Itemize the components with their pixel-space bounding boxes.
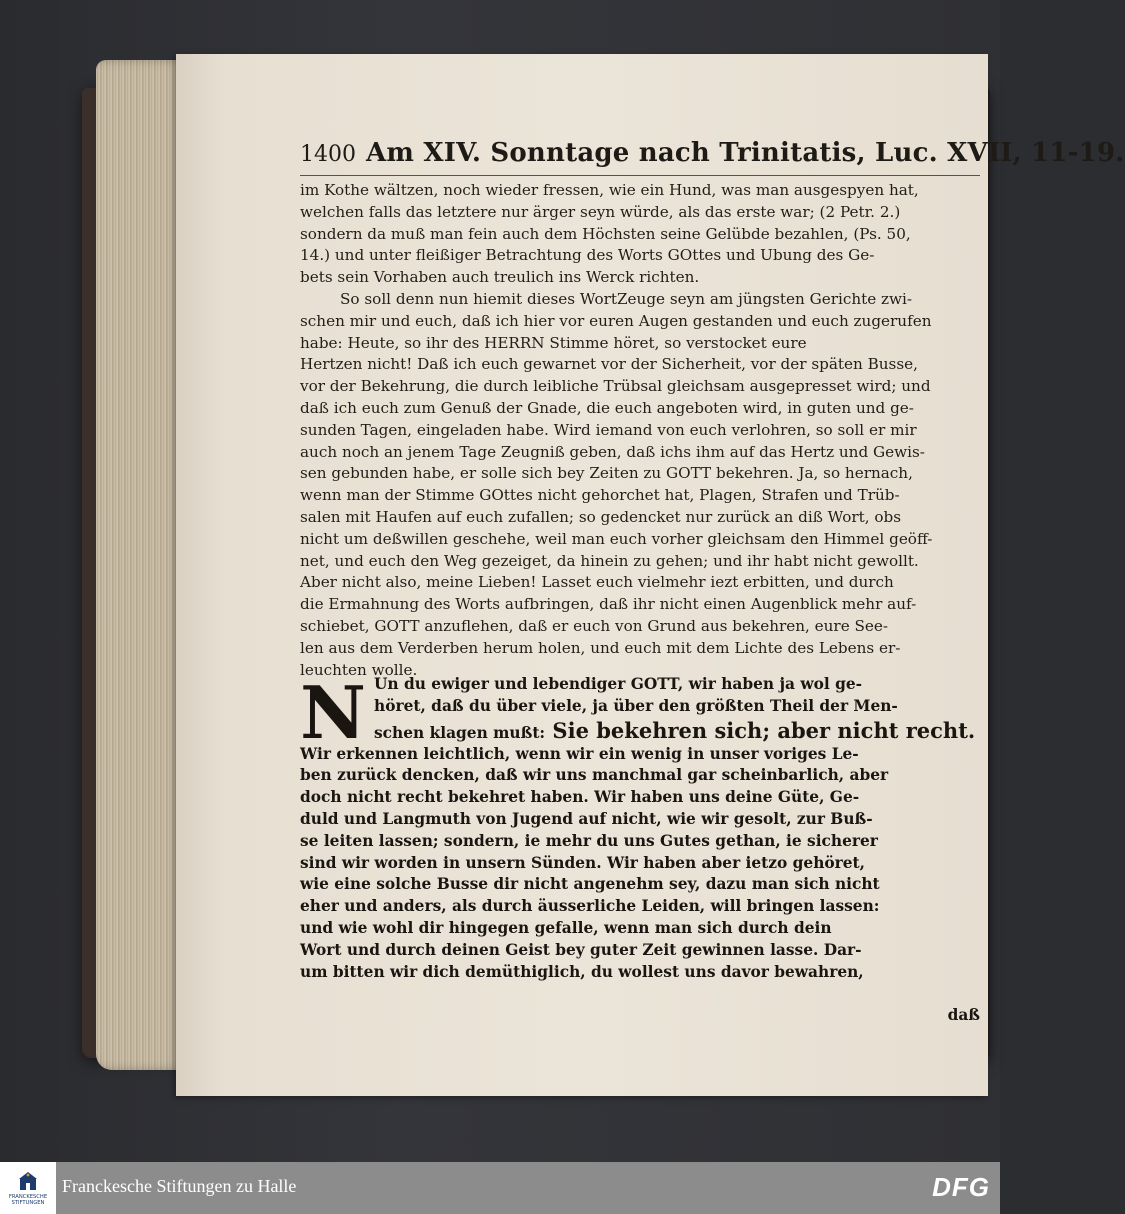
text-line: bets sein Vorhaben auch treulich ins Werck richten. [300, 268, 700, 287]
prayer-emphasis-intro: schen klagen mußt: [374, 723, 546, 742]
text-line: schiebet, GOTT anzuflehen, daß er euch von Grund aus bekehren, eure See- [300, 616, 889, 635]
building-icon [17, 1170, 39, 1192]
page-number: 1400 [300, 142, 356, 167]
book-page [176, 54, 1125, 1096]
institution-logo[interactable] [0, 1162, 56, 1214]
text-line: len aus dem Verderben herum holen, und euch mit dem Lichte des Lebens er- [300, 638, 901, 657]
text-line: Aber nicht also, meine Lieben! Lasset euch vielmehr iezt erbitten, und durch [300, 573, 894, 592]
prayer-section [300, 670, 980, 983]
text-line: im Kothe wältzen, noch wieder fressen, wie ein Hund, was man ausgespyen hat, [300, 181, 919, 199]
text-line: welchen falls das letztere nur ärger seyn würde, als das erste war; (2 Petr. 2.) [300, 202, 901, 221]
text-line: sunden Tagen, eingeladen habe. Wird iemand von euch verlohren, so soll er mir [300, 420, 917, 439]
prayer-line: Wir erkennen leichtlich, wenn wir ein wenig in unser voriges Le- [300, 744, 859, 763]
text-line: sondern da muß man fein auch dem Höchsten seine Gelübde bezahlen, (Ps. 50, [300, 224, 911, 243]
prayer-line: und wie wohl dir hingegen gefalle, wenn man sich durch dein [300, 918, 832, 937]
page-edges [96, 60, 186, 1070]
prayer-line: höret, daß du über viele, ja über den größten Theil der Men- [374, 696, 898, 715]
text-line: die Ermahnung des Worts aufbringen, daß ihr nicht einen Augenblick mehr auf- [300, 595, 917, 614]
prayer-emphasis: Sie bekehren sich; aber nicht recht. [552, 717, 976, 743]
prayer-line: Un du ewiger und lebendiger GOTT, wir haben ja wol ge- [374, 675, 863, 693]
prayer-line: um bitten wir dich demüthiglich, du wollest uns davor bewahren, [300, 962, 864, 981]
text-line: So soll denn nun hiemit dieses WortZeuge seyn am jüngsten Gerichte zwi- [340, 289, 913, 308]
text-line: habe: Heute, so ihr des HERRN Stimme höret, so verstocket eure [300, 333, 807, 352]
text-line: vor der Bekehrung, die durch leibliche Trübsal gleichsam ausgepresset wird; und [300, 377, 931, 396]
footer-bar [0, 1162, 1000, 1214]
prayer-line: Wort und durch deinen Geist bey guter Zeit gewinnen lasse. Dar- [300, 940, 862, 959]
text-line: sen gebunden habe, er solle sich bey Zeiten zu GOTT bekehren. Ja, so hernach, [300, 464, 913, 483]
text-line: auch noch an jenem Tage Zeugniß geben, daß ichs ihm auf das Hertz und Gewis- [300, 442, 925, 461]
prayer-emphasis-line [300, 718, 980, 744]
text-line: daß ich euch zum Genuß der Gnade, die euch angeboten wird, in guten und ge- [300, 398, 914, 417]
prayer-line: duld und Langmuth von Jugend auf nicht, wie wir gesolt, zur Buß- [300, 809, 873, 828]
text-line: schen mir und euch, daß ich hier vor euren Augen gestanden und euch zugerufen [300, 311, 932, 330]
text-line: wenn man der Stimme GOttes nicht gehorchet hat, Plagen, Strafen und Trüb- [300, 486, 900, 505]
drop-cap: N [300, 670, 366, 755]
prayer-line: sind wir worden in unsern Sünden. Wir haben aber ietzo gehöret, [300, 853, 866, 872]
prayer-line: se leiten lassen; sondern, ie mehr du uns Gutes gethan, ie sicherer [300, 831, 878, 850]
page-header [300, 138, 1125, 168]
text-line: nicht um deßwillen geschehe, weil man euch vorher gleichsam den Himmel geöff- [300, 529, 933, 548]
text-line: Hertzen nicht! Daß ich euch gewarnet vor der Sicherheit, vor der späten Busse, [300, 355, 918, 374]
text-line: 14.) und unter fleißiger Betrachtung des Worts GOttes und Ubung des Ge- [300, 246, 875, 265]
institution-name[interactable]: Franckesche Stiftungen zu Halle [62, 1176, 297, 1196]
logo-text: FRANCKESCHE STIFTUNGEN [8, 1194, 48, 1206]
text-line: leuchten wolle. [300, 660, 418, 679]
running-head: Am XIV. Sonntage nach Trinitatis, Luc. XVII, 11-19. [366, 138, 1125, 168]
header-rule [300, 175, 980, 176]
prayer-line: doch nicht recht bekehret haben. Wir haben uns deine Güte, Ge- [300, 788, 860, 807]
prayer-line: ben zurück dencken, daß wir uns manchmal gar scheinbarlich, aber [300, 766, 889, 785]
text-line: net, und euch den Weg gezeiget, da hinein zu gehen; und ihr habt nicht gewollt. [300, 551, 919, 570]
body-text [300, 180, 980, 681]
prayer-line: eher und anders, als durch äusserliche Leiden, will bringen lassen: [300, 897, 880, 916]
text-line: salen mit Haufen auf euch zufallen; so gedencket nur zurück an diß Wort, obs [300, 507, 902, 526]
catchword: daß [947, 1006, 980, 1024]
prayer-line: wie eine solche Busse dir nicht angenehm sey, dazu man sich nicht [300, 875, 880, 894]
dfg-logo[interactable]: DFG [932, 1172, 990, 1202]
